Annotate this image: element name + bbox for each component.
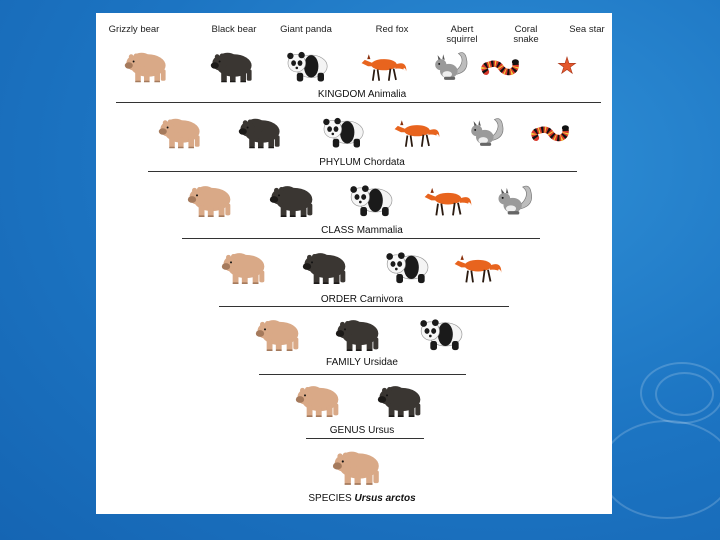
grizzly-illustration [255,314,305,353]
rank-name: GENUS [329,425,369,436]
seastar-illustration [550,52,584,79]
rank-label-order [321,294,403,305]
fox-illustration [393,113,441,150]
grizzly-illustration [187,180,237,219]
blackbear-illustration [238,113,286,150]
level-divider [116,102,601,103]
species-header-fox: Red fox [375,24,409,35]
panda-illustration [417,314,467,353]
taxon-name: Animalia [367,89,407,100]
level-divider [148,171,577,172]
grizzly-illustration [295,380,345,419]
rank-name: CLASS [321,225,357,236]
panda-illustration [347,180,397,219]
rank-label-class [321,225,403,236]
grizzly-illustration [332,445,386,487]
grizzly-illustration [221,247,271,286]
species-header-grizzly: Grizzly bear [108,24,160,35]
taxon-name: Carnivora [359,294,404,305]
rank-name: FAMILY [326,357,364,368]
level-divider [306,438,424,439]
grizzly-illustration [158,113,206,150]
species-header-snake: Coral snake [513,24,539,45]
species-header-panda: Giant panda [280,24,332,35]
rank-name: ORDER [320,294,360,305]
taxon-name: Ursus arctos [354,493,416,504]
rank-label-family [326,357,398,368]
squirrel-illustration [464,113,512,150]
squirrel-illustration [428,47,476,84]
panda-illustration [284,47,332,84]
species-header-seastar: Sea star [569,24,605,35]
fox-illustration [360,47,408,84]
level-divider [259,374,466,375]
rank-label-species [308,493,415,504]
rank-name: PHYLUM [319,157,364,168]
snake-illustration [529,115,571,148]
panda-illustration [383,247,433,286]
blackbear-illustration [335,314,385,353]
species-header-squirrel: Abert squirrel [446,24,478,45]
blackbear-illustration [377,380,427,419]
squirrel-illustration [491,180,541,219]
taxon-name: Mammalia [356,225,403,236]
rank-name: SPECIES [308,493,355,504]
level-divider [182,238,540,239]
rank-label-genus [330,425,394,436]
blackbear-illustration [210,47,258,84]
classification-chart [96,13,612,514]
fox-illustration [453,247,503,286]
taxon-name: Ursus [368,425,395,436]
rank-label-phylum [319,157,405,168]
blackbear-illustration [302,247,352,286]
level-divider [219,306,509,307]
blackbear-illustration [269,180,319,219]
snake-illustration [479,49,521,82]
water-ripple [600,420,720,519]
panda-illustration [320,113,368,150]
water-ripple [640,362,720,424]
rank-name: KINGDOM [317,89,368,100]
taxon-name: Chordata [363,157,405,168]
rank-label-kingdom [318,89,406,100]
species-header-blackbear: Black bear [211,24,257,35]
taxon-name: Ursidae [363,357,398,368]
fox-illustration [423,180,473,219]
grizzly-illustration [124,47,172,84]
